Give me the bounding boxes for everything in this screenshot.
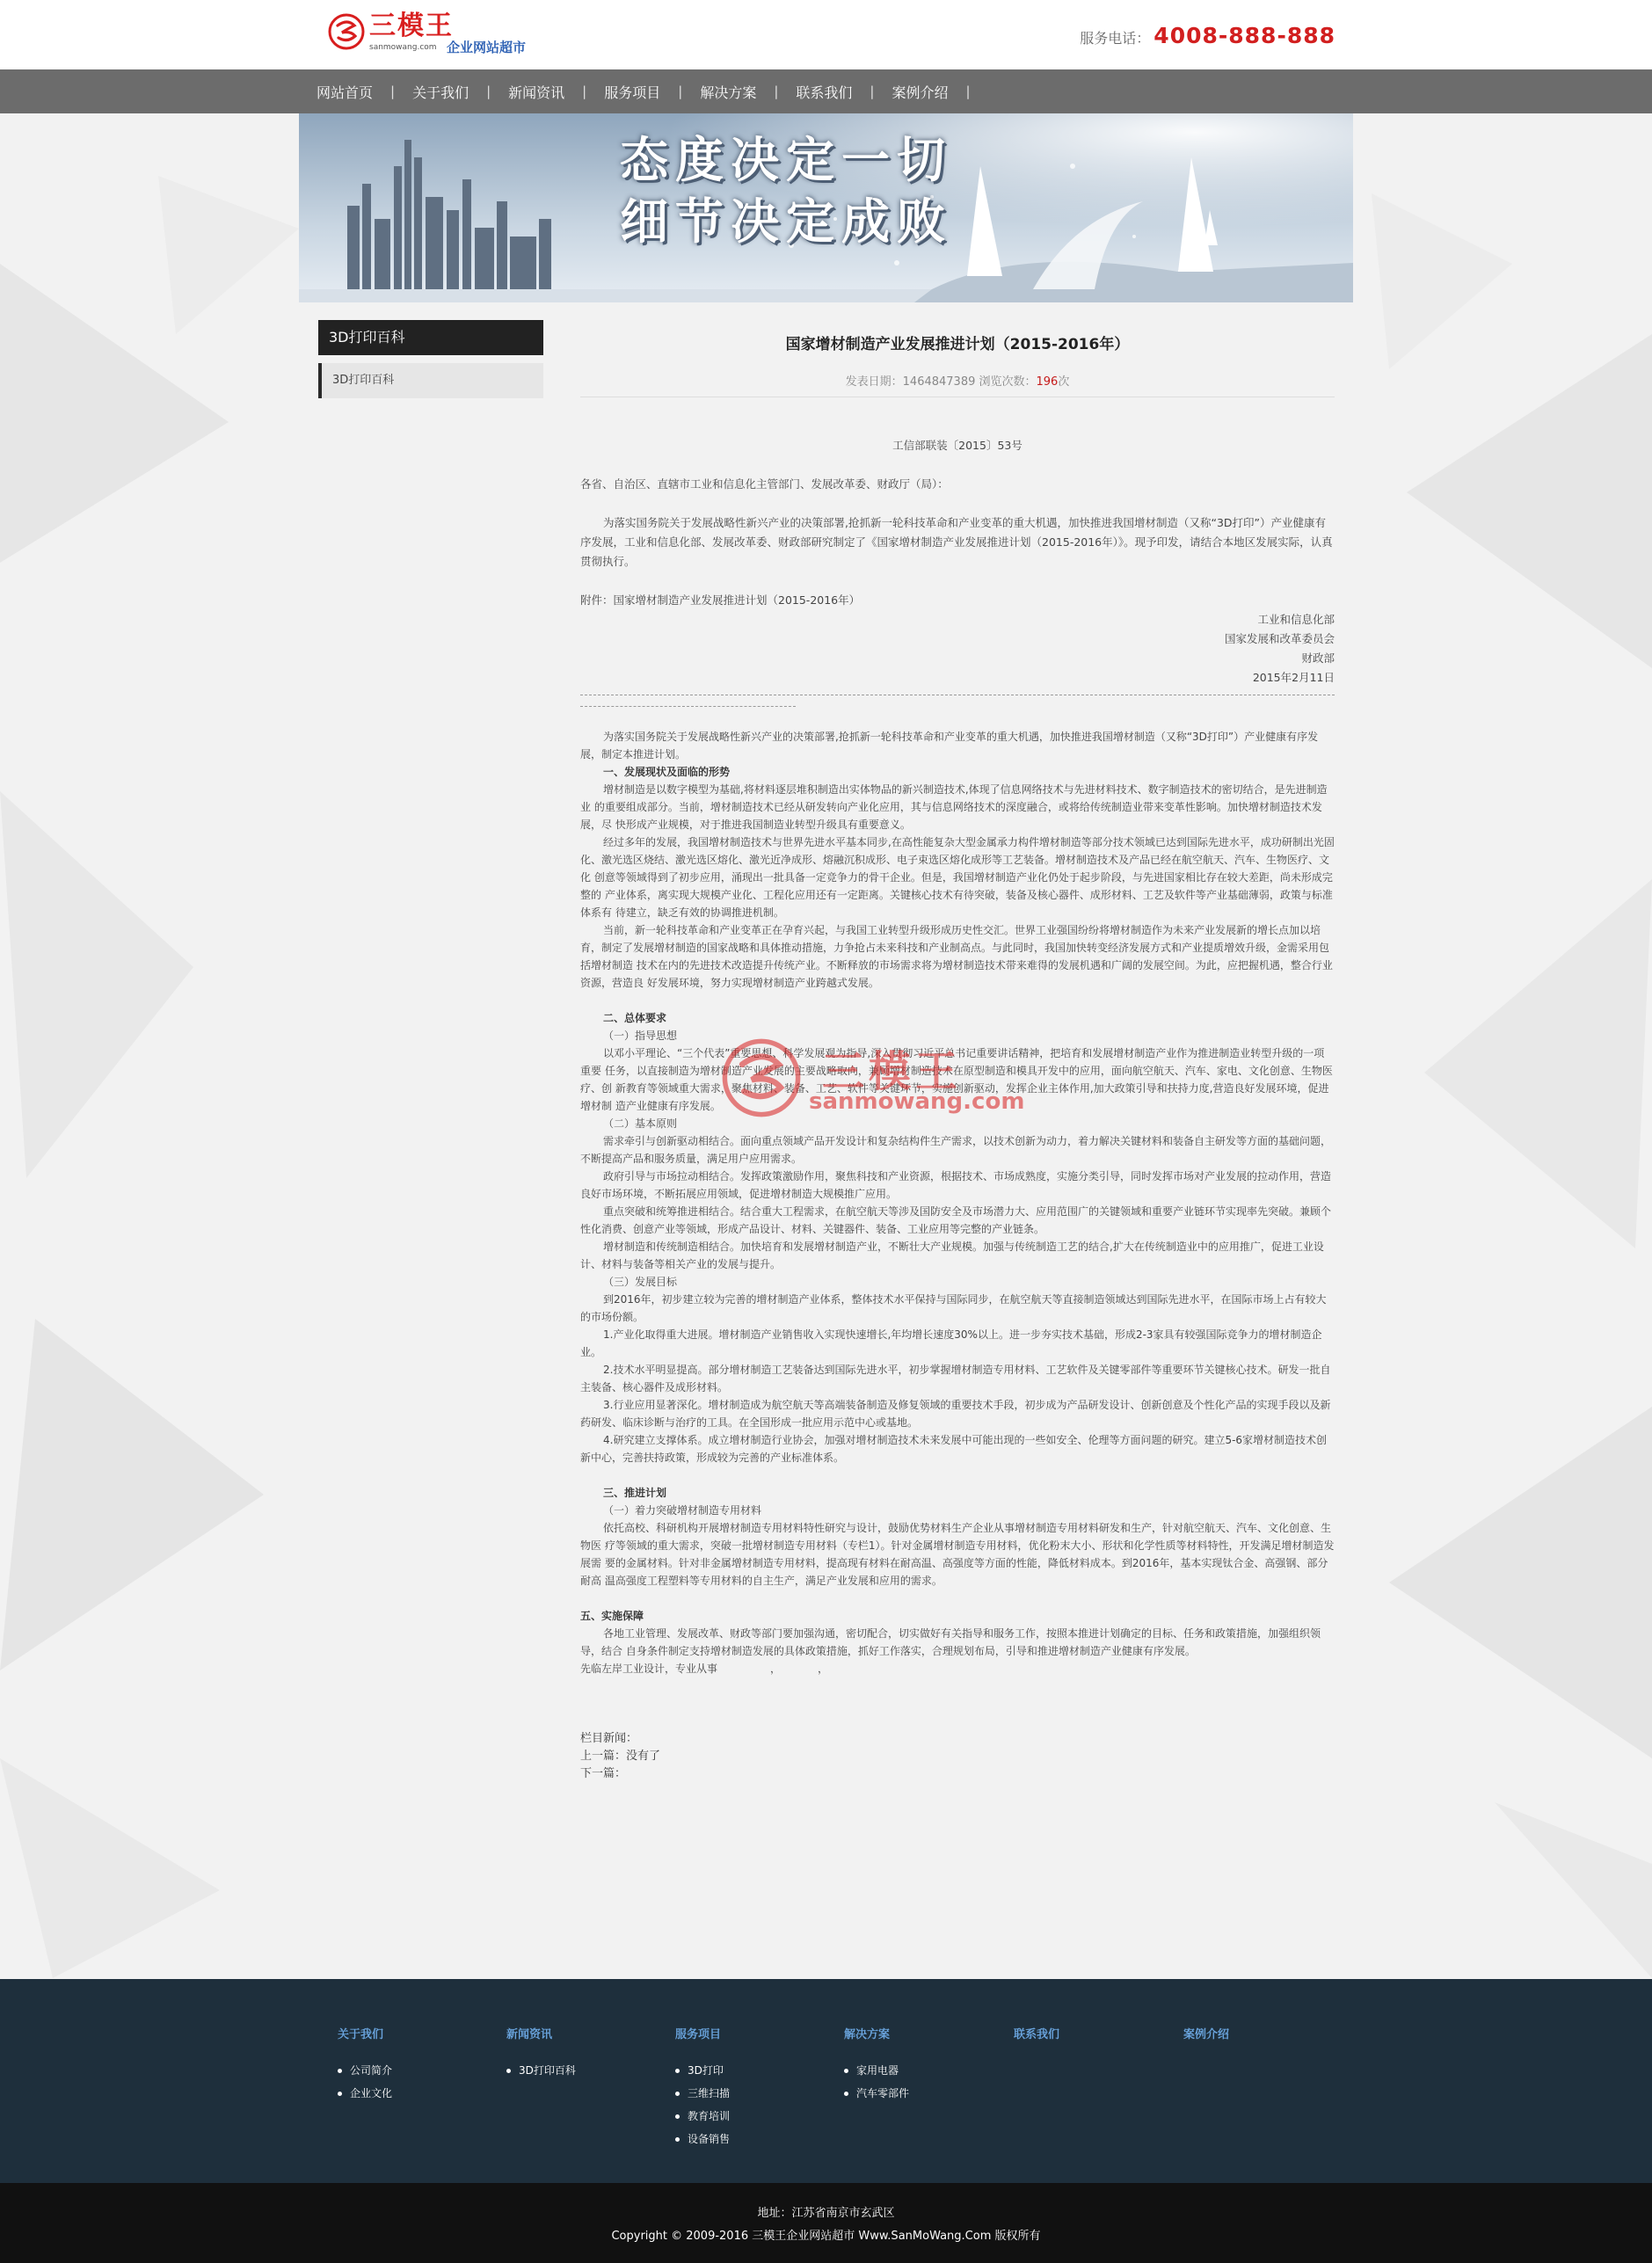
section-2-sub-1: （一）指导思想 [603, 1030, 678, 1042]
footer-link[interactable]: 三维扫描 [675, 2082, 842, 2105]
footer-col-about [338, 2025, 505, 2105]
footer-col-news [506, 2025, 673, 2082]
attachment: 附件：国家增材制造产业发展推进计划（2015-2016年） [580, 593, 861, 607]
related-news-label: 栏目新闻： [580, 1732, 638, 1745]
plan-intro: 为落实国务院关于发展战略性新兴产业的决策部署,抢抓新一轮科技革命和产业变革的重大机遇，加快推进我国增材制造（又称“3D打印”）产业健康有序发展，制定本推进计划。 [580, 731, 1319, 760]
section-1-p2: 经过多年的发展，我国增材制造技术与世界先进水平基本同步,在高性能复杂大型金属承力构件增材制造等部分技术领域已达到国际先进水平，成功研制出光固 化、激光选区烧结、激光选区熔化、激光近净成形、熔融沉积成形、电子束选区熔化成形等工艺装备。增材制造技术及产品已经在航空航天、汽车、生物医疗、文化 创意等领域得到了初步应用，涌现出一批具备一定竞争力的骨干企业。但是，我国增材制造产业化仍处于起步阶段，与先进国家相比存在较大差距，尚未形成完整的 产业体系，离实现大规模产业化、工程化应用还有一定距离。关键核心技术有待突破，装备及核心器件、成形材料、工艺及软件等产业基础薄弱，政策与标准体系有 待建立，缺乏有效的协调推进机制。 [580, 836, 1335, 919]
footer-link[interactable]: 设备销售 [675, 2128, 842, 2150]
footer-col-title[interactable]: 关于我们 [338, 2028, 384, 2041]
hotline-number: 4008-888-888 [1153, 23, 1335, 48]
top-header [0, 0, 1652, 69]
footer-col-title[interactable]: 案例介绍 [1183, 2028, 1230, 2041]
logo-title: 三模王 [369, 11, 454, 41]
section-3-heading: 三、推进计划 [603, 1487, 667, 1499]
banner-line-2: 细节决定成败 [620, 193, 953, 250]
sidebar-item-3d-printing[interactable]: 3D打印百科 [318, 363, 543, 398]
main-nav [0, 69, 1652, 113]
section-2-p10: 1.产业化取得重大进展。增材制造产业销售收入实现快速增长,年均增长速度30%以上。进一步夯实技术基础，形成2-3家具有较强国际竞争力的增材制造企业。 [580, 1328, 1322, 1358]
sign-date: 2015年2月11日 [1252, 671, 1335, 684]
section-2-p4: 以邓小平理论、“三个代表”重要思想、科学发展观为指导,深入贯彻习近平总书记重要讲话精神，把培育和发展增材制造产业作为推进制造业转型升级的一项重要 任务，以直接制造为增材制造产业发展的主要战略取向，兼顾增材制造技术在原型制造和模具开发中的应用，面向航空航天、汽车、家电、文化创意、生物医疗、创 新教育等领域重大需求，聚焦材料、装备、工艺、软件等关键环节，实施创新驱动，发挥企业主体作用,加大政策引导和扶持力度,营造良好发展环境，促进增材制 造产业健康有序发展。 [580, 1047, 1333, 1112]
footer-copyright: Copyright © 2009-2016 三模王企业网站超市 Www.SanMoWang.Com 版权所有 [611, 2230, 1041, 2243]
footer-col-contact [1014, 2025, 1181, 2059]
nav-item-news[interactable]: 新闻资讯 | [508, 84, 587, 101]
watermark-dragon-icon [721, 1037, 802, 1118]
site-logo[interactable] [328, 11, 530, 62]
footer-link[interactable]: 3D打印百科 [506, 2059, 673, 2082]
section-2-heading: 二、总体要求 [603, 1012, 667, 1024]
doc-number: 工信部联装〔2015〕53号 [892, 439, 1022, 452]
nav-item-services[interactable]: 服务项目 | [604, 84, 683, 101]
section-1-p1: 增材制造是以数字模型为基础,将材料逐层堆积制造出实体物品的新兴制造技术,体现了信息网络技术与先进材料技术、数字制造技术的密切结合，是先进制造业 的重要组成部分。当前，增材制造技术已经从研发转向产业化应用，其与信息网络技术的深度融合，或将给传统制造业带来变革性影响。加快增材制造技术发展，尽 快形成产业规模，对于推进我国制造业转型升级具有重要意义。 [580, 783, 1328, 831]
footer-col-cases [1183, 2025, 1350, 2059]
footer-col-title[interactable]: 解决方案 [844, 2028, 891, 2041]
watermark-title: 三模王 [822, 1047, 963, 1096]
article-navigation [580, 1730, 1335, 1783]
sign-ministry: 工业和信息化部 [1257, 613, 1335, 626]
sidebar-title: 3D打印百科 [318, 320, 543, 355]
section-2-sub-3: （三）发展目标 [603, 1276, 678, 1288]
footer-link[interactable]: 3D打印 [675, 2059, 842, 2082]
article-title: 国家增材制造产业发展推进计划（2015-2016年） [785, 336, 1130, 353]
section-2-p5: 需求牵引与创新驱动相结合。面向重点领域产品开发设计和复杂结构件生产需求，以技术创新为动力，着力解决关键材料和装备自主研发等方面的基础问题，不断提高产品和服务质量，满足用户应用需求。 [580, 1135, 1332, 1165]
section-2-p11: 2.技术水平明显提高。部分增材制造工艺装备达到国际先进水平，初步掌握增材制造专用材料、工艺软件及关键零部件等重要环节关键核心技术。研发一批自主装备、核心器件及成形材料。 [580, 1364, 1331, 1393]
footer-link[interactable]: 企业文化 [338, 2082, 505, 2105]
section-2-p7: 重点突破和统筹推进相结合。结合重大工程需求，在航空航天等涉及国防安全及市场潜力大、应用范围广的关键领域和重要产业链环节实现率先突破。兼顾个性化消费、创意产业等领域，形成产品设计、材料、关键器件、装备、工业应用等完整的产业链条。 [580, 1205, 1332, 1235]
footer [0, 1979, 1652, 2183]
section-2-p6: 政府引导与市场拉动相结合。发挥政策激励作用，聚焦科技和产业资源，根据技术、市场成熟度，实施分类引导，同时发挥市场对产业发展的拉动作用，营造良好市场环境，不断拓展应用领域，促进增材制造大规模推广应用。 [580, 1170, 1332, 1200]
section-5-heading: 五、实施保障 [580, 1610, 644, 1622]
footer-link[interactable]: 汽车零部件 [844, 2082, 1011, 2105]
footer-link[interactable]: 教育培训 [675, 2105, 842, 2128]
section-2-p12: 3.行业应用显著深化。增材制造成为航空航天等高端装备制造及修复领域的重要技术手段，初步成为产品研发设计、创新创意及个性化产品的实现手段以及新药研发、临床诊断与治疗的工具。在全国形成一批应用示范中心或基地。 [580, 1399, 1331, 1429]
section-2-p13: 4.研究建立支撑体系。成立增材制造行业协会，加强对增材制造技术未来发展中可能出现的一些如安全、伦理等方面问题的研究。建立5-6家增材制造技术创新中心，完善扶持政策，形成较为完善的产业标准体系。 [580, 1434, 1328, 1464]
section-5-p16: 先临左岸工业设计，专业从事 ， ， [580, 1663, 829, 1675]
next-article-link[interactable]: 下一篇： [580, 1767, 627, 1780]
footer-col-services [675, 2025, 842, 2150]
footer-link[interactable]: 家用电器 [844, 2059, 1011, 2082]
section-2-sub-2: （二）基本原则 [603, 1117, 678, 1130]
service-hotline [1080, 23, 1335, 48]
section-3-p14: 依托高校、科研机构开展增材制造专用材料特性研究与设计，鼓励优势材料生产企业从事增材制造专用材料研发和生产，针对航空航天、汽车、文化创意、生物医 疗等领域的重大需求，突破一批增材制造专用材料（专栏1）。针对金属增材制造专用材料，优化粉末大小、形状和化学性质等材料特性，开发满足增材制造发展需 要的金属材料。针对非金属增材制造专用材料，提高现有材料在耐高温、高强度等方面的性能，降低材料成本。到2016年，基本实现钛合金、高强钢、部分耐高 温高强度工程塑料等专用材料的自主生产，满足产业发展和应用的需求。 [580, 1522, 1335, 1587]
sign-ndrc: 国家发展和改革委员会 [1224, 632, 1335, 645]
copyright-bar [0, 2183, 1652, 2263]
section-2-p9: 到2016年，初步建立较为完善的增材制造产业体系，整体技术水平保持与国际同步，在航空航天等直接制造领域达到国际先进水平，在国际市场上占有较大的市场份额。 [580, 1293, 1327, 1323]
watermark-domain: sanmowang.com [809, 1088, 1025, 1115]
article-meta-prefix: 发表日期：1464847389 浏览次数： [845, 375, 1037, 389]
watermark [721, 1037, 1055, 1117]
intro-paragraph: 为落实国务院关于发展战略性新兴产业的决策部署,抢抓新一轮科技革命和产业变革的重大机遇，加快推进我国增材制造（又称“3D打印”）产业健康有序发展，工业和信息化部、发展改革委、财政部研究制定了《国家增材制造产业发展推进计划（2015-2016年）》。现予印发，请结合本地区发展实际，认真贯彻执行。 [580, 516, 1333, 568]
sign-finance: 财政部 [1301, 651, 1335, 665]
nav-item-cases[interactable]: 案例介绍 | [891, 84, 971, 101]
hotline-label: 服务电话： [1080, 30, 1151, 47]
nav-item-about[interactable]: 关于我们 | [412, 84, 491, 101]
nav-item-solutions[interactable]: 解决方案 | [700, 84, 779, 101]
article-views: 196 [1036, 375, 1059, 389]
prev-article-link[interactable]: 上一篇：没有了 [580, 1750, 661, 1763]
addressee: 各省、自治区、直辖市工业和信息化主管部门、发展改革委、财政厅（局）： [580, 477, 949, 491]
footer-col-title[interactable]: 服务项目 [675, 2028, 722, 2041]
section-5-p15: 各地工业管理、发展改革、财政等部门要加强沟通，密切配合，切实做好有关指导和服务工作，按照本推进计划确定的目标、任务和政策措施，加强组织领导，结合 自身条件制定支持增材制造发展的具体政策措施，抓好工作落实，合理规划布局，引导和推进增材制造产业健康有序发展。 [580, 1627, 1321, 1657]
section-3-sub-1: （一）着力突破增材制造专用材料 [603, 1504, 762, 1517]
article-meta [580, 372, 1335, 397]
section-2-p8: 增材制造和传统制造相结合。加快培育和发展增材制造产业，不断壮大产业规模。加强与传统制造工艺的结合,扩大在传统制造业中的应用推广，促进工业设计、材料与装备等相关产业的发展与提升。 [580, 1241, 1324, 1270]
hero-banner [299, 113, 1353, 302]
banner-line-1: 态度决定一切 [620, 131, 953, 188]
footer-col-title[interactable]: 联系我们 [1014, 2028, 1060, 2041]
logo-tagline: 企业网站超市 [447, 40, 527, 55]
section-1-heading: 一、发展现状及面临的形势 [603, 766, 731, 778]
logo-domain: sanmowang.com [369, 43, 437, 52]
dragon-logo-icon [328, 13, 365, 50]
nav-item-home[interactable]: 网站首页 | [317, 84, 396, 101]
footer-col-solutions [844, 2025, 1011, 2105]
section-1-p3: 当前，新一轮科技革命和产业变革正在孕育兴起，与我国工业转型升级形成历史性交汇。世界工业强国纷纷将增材制造作为未来产业发展新的增长点加以培育，制定了发展增材制造的国家战略和具体推动措施，力争抢占未来科技和产业制高点。与此同时，我国加快转变经济发展方式和产业提质增效升级，金需采用包括增材制造 技术在内的先进技术改造提升传统产业。不断释放的市场需求将为增材制造技术带来难得的发展机遇和广阔的发展空间。为此，应把握机遇，整合行业资源，营造良 好发展环境，努力实现增材制造产业跨越式发展。 [580, 924, 1333, 989]
footer-address: 地址：江苏省南京市玄武区 [757, 2207, 895, 2220]
nav-item-contact[interactable]: 联系我们 | [796, 84, 875, 101]
article-meta-suffix: 次 [1058, 375, 1070, 389]
footer-link[interactable]: 公司简介 [338, 2059, 505, 2082]
banner-slogan [620, 129, 952, 252]
footer-col-title[interactable]: 新闻资讯 [506, 2028, 553, 2041]
